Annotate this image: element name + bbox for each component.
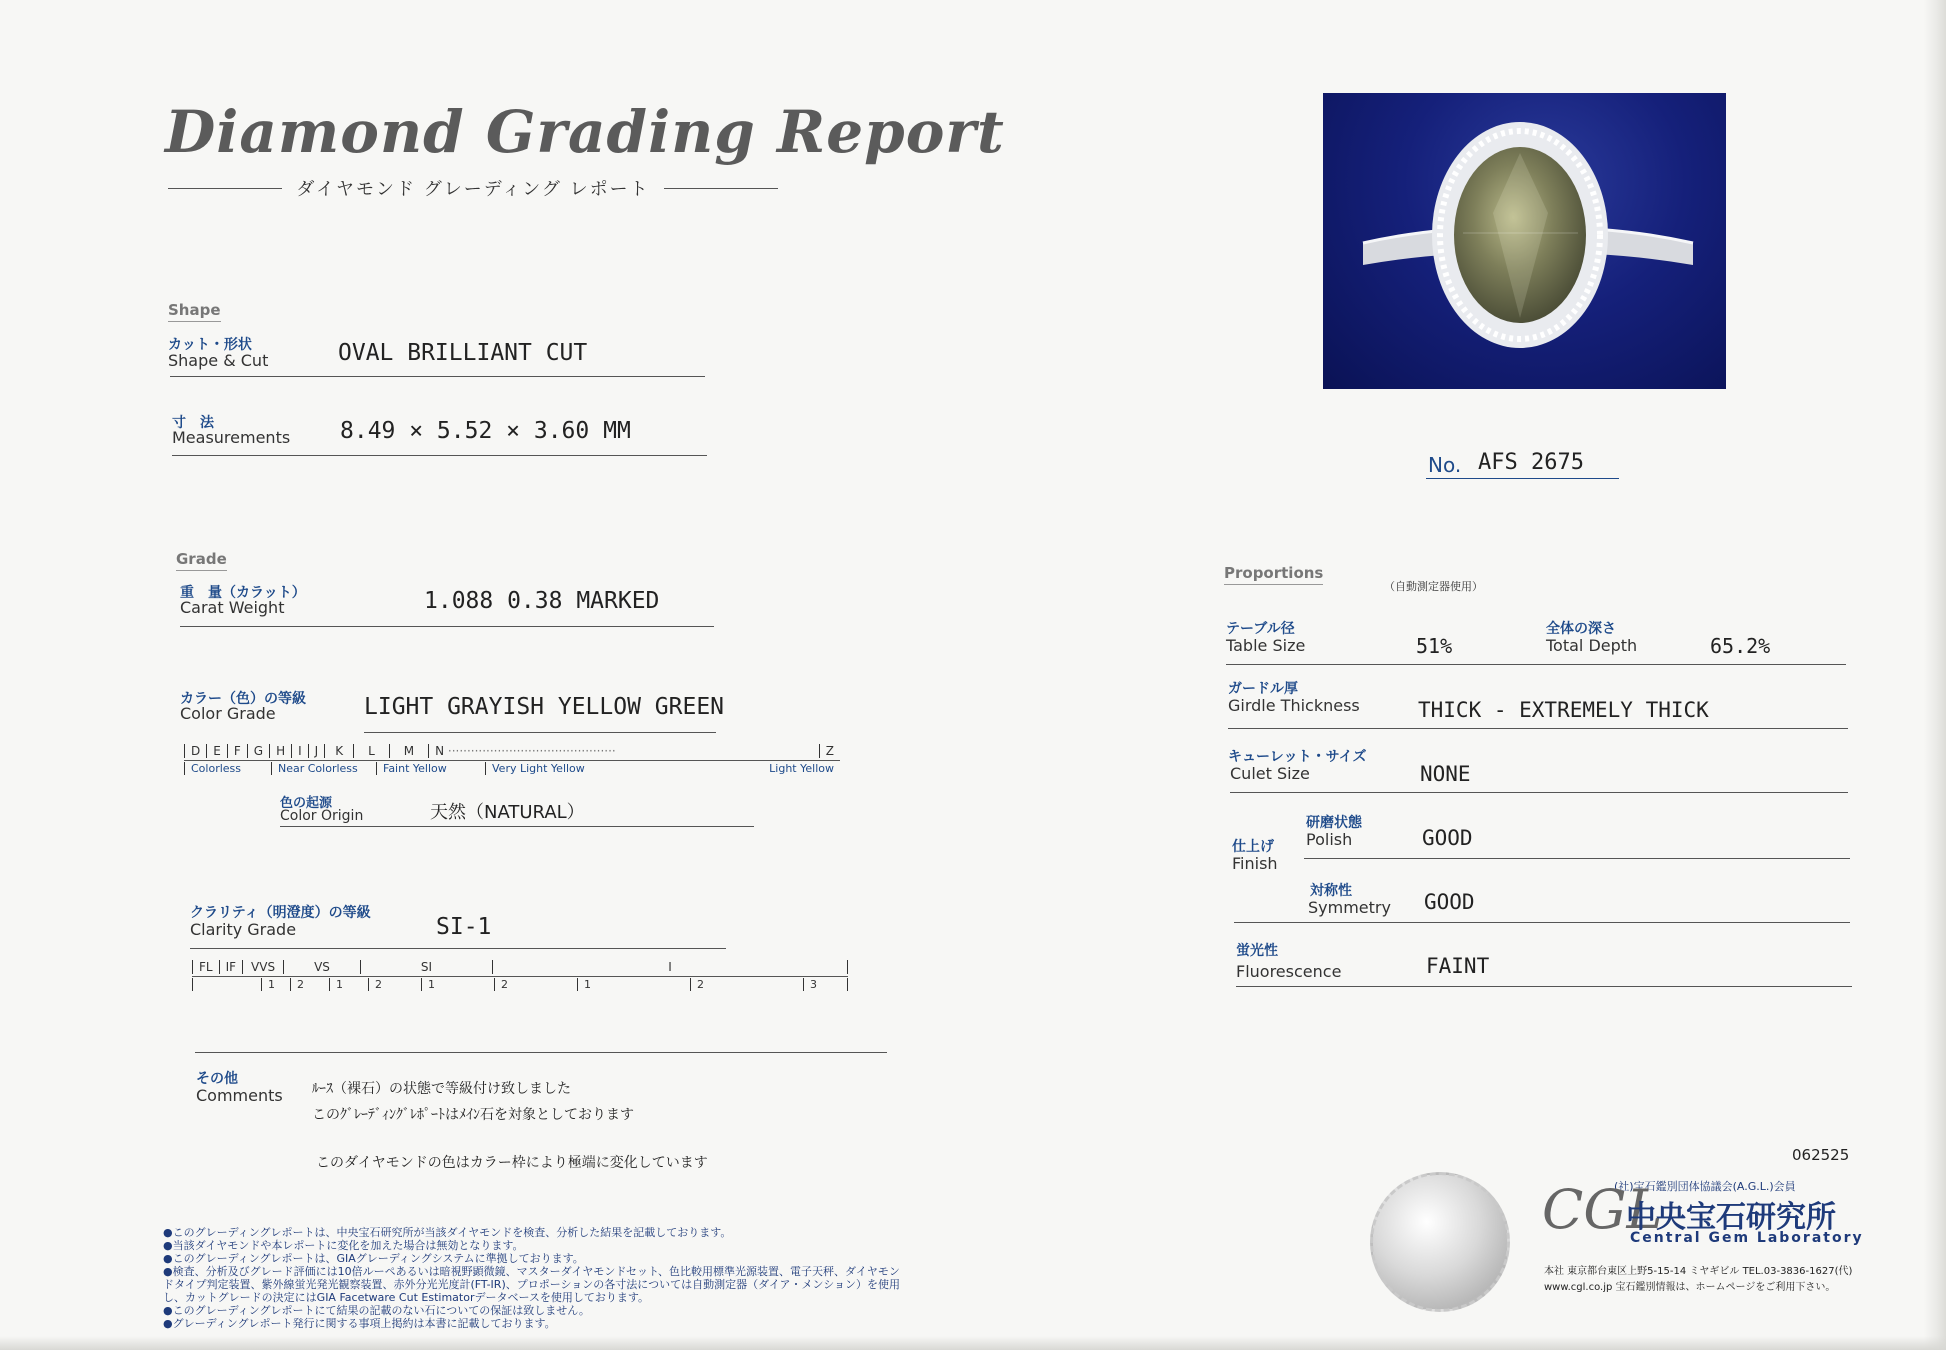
- culet-value: NONE: [1420, 762, 1471, 786]
- section-shape: Shape: [168, 301, 221, 322]
- color-scale-grade: L: [353, 744, 389, 758]
- total-depth-value: 65.2%: [1710, 634, 1771, 658]
- footer-note: ●このグレーディングレポートにて結果の記載のない石についての保証は致しません。: [163, 1304, 590, 1317]
- color-scale-label: Very Light Yellow: [485, 762, 763, 775]
- clarity-value: SI-1: [436, 914, 492, 940]
- proportions-note: （自動測定器使用）: [1384, 580, 1483, 593]
- table-size-label-en: Table Size: [1226, 636, 1306, 655]
- fluorescence-underline: [1236, 986, 1852, 987]
- color-scale-grade: M: [389, 744, 428, 758]
- section-grade: Grade: [176, 550, 227, 571]
- culet-label-jp: キューレット・サイズ: [1228, 749, 1367, 765]
- color-scale-label: Faint Yellow: [376, 762, 485, 775]
- report-title: Diamond Grading Report: [165, 98, 1005, 166]
- color-scale-label: Colorless: [184, 762, 271, 775]
- clarity-scale-number: 1: [329, 978, 368, 991]
- carat-label-jp: 重 量（カラット）: [180, 585, 306, 601]
- clarity-scale-grade: FL: [192, 960, 219, 974]
- embossed-seal-icon: [1370, 1172, 1510, 1312]
- color-scale: [184, 744, 840, 775]
- clarity-scale-number: 1: [421, 978, 494, 991]
- color-scale-grade: G: [247, 744, 269, 758]
- diamond-ring-photo: [1323, 93, 1726, 389]
- paper-edge-right: [1924, 0, 1946, 1350]
- color-grade-label-en: Color Grade: [180, 704, 276, 723]
- measurements-underline: [172, 455, 707, 456]
- measurements-label-jp: 寸 法: [172, 415, 214, 431]
- girdle-label-jp: ガードル厚: [1228, 681, 1298, 697]
- color-origin-label-en: Color Origin: [280, 808, 364, 824]
- color-scale-grade: F: [227, 744, 247, 758]
- girdle-underline: [1228, 728, 1848, 729]
- clarity-scale-number: 2: [290, 978, 329, 991]
- footer-note: ●グレーディングレポート発行に関する事項上掲約は本書に記載しております。: [163, 1317, 556, 1330]
- comments-label-jp: その他: [196, 1071, 238, 1087]
- color-scale-rule: [184, 760, 840, 761]
- paper-edge-bottom: [0, 1336, 1946, 1350]
- shape-cut-value: OVAL BRILLIANT CUT: [338, 340, 588, 366]
- lab-association: (社)宝石鑑別団体協議会(A.G.L.)会員: [1614, 1180, 1796, 1193]
- clarity-label-jp: クラリティ（明澄度）の等級: [190, 905, 371, 921]
- color-origin-label-jp: 色の起源: [280, 796, 333, 811]
- color-scale-grade: J: [308, 744, 325, 758]
- clarity-scale-rule: [192, 976, 848, 977]
- clarity-scale-gap: [192, 978, 261, 991]
- shape-cut-underline: [170, 376, 705, 377]
- report-number-underline: [1426, 478, 1619, 479]
- clarity-scale-grade: I: [492, 960, 848, 974]
- comments-label-en: Comments: [196, 1086, 283, 1105]
- finish-label-jp: 仕上げ: [1232, 839, 1274, 855]
- comments-top-rule: [195, 1052, 887, 1053]
- color-scale-grade: E: [206, 744, 227, 758]
- color-scale-grade: H: [269, 744, 291, 758]
- clarity-scale-grade: VS: [283, 960, 360, 974]
- clarity-label-en: Clarity Grade: [190, 920, 297, 939]
- comment-line: ﾙｰｽ（裸石）の状態で等級付け致しました: [312, 1081, 571, 1097]
- total-depth-label-jp: 全体の深さ: [1546, 621, 1616, 637]
- footer-note: ●検査、分析及びグレード評価には10倍ルーペあるいは暗視野顕微鏡、マスターダイヤモンドセット、色比較用標準光源装置、電子天秤、ダイヤモンドタイプ判定装置、紫外線蛍光発光観察装置、赤外分光光度計(FT-IR)、プロポーションの各寸法については自動測定器（ダイア・メンション）を使用し、カットグレードの決定にはGIA Facetware Cut Estimatorデータベースを使用しております。: [163, 1265, 901, 1304]
- clarity-scale-number: 2: [368, 978, 421, 991]
- lab-address: 本社 東京都台東区上野5-15-14 ミヤギビル TEL.03-3836-1627(代): [1544, 1266, 1853, 1277]
- culet-label-en: Culet Size: [1230, 764, 1310, 783]
- report-subtitle-row: [168, 175, 778, 201]
- clarity-scale-number: 2: [690, 978, 803, 991]
- polish-value: GOOD: [1422, 826, 1473, 850]
- subtitle-rule-right: [664, 188, 778, 189]
- polish-underline: [1304, 858, 1850, 859]
- lab-web: www.cgl.co.jp 宝石鑑別情報は、ホームページをご利用下さい。: [1544, 1282, 1836, 1293]
- serial-number: 062525: [1792, 1146, 1850, 1164]
- symmetry-value: GOOD: [1424, 890, 1475, 914]
- clarity-scale-number: 1: [577, 978, 690, 991]
- footer-note: ●このグレーディングレポートは、GIAグレーディングシステムに準拠しております。: [163, 1252, 584, 1265]
- shape-cut-label-en: Shape & Cut: [168, 351, 269, 370]
- carat-label-en: Carat Weight: [180, 598, 285, 617]
- color-scale-dotted: ············································: [444, 744, 616, 758]
- color-scale-grade-range: [428, 744, 819, 758]
- color-scale-grade: Z: [819, 744, 840, 758]
- comment-line: このダイヤモンドの色はカラー枠により極端に変化しています: [316, 1155, 708, 1171]
- color-grade-label-jp: カラー（色）の等級: [180, 691, 306, 707]
- section-proportions: Proportions: [1224, 564, 1323, 585]
- footer-note: ●このグレーディングレポートは、中央宝石研究所が当該ダイヤモンドを検査、分析した結果を記載しております。: [163, 1226, 732, 1239]
- girdle-value: THICK - EXTREMELY THICK: [1418, 698, 1709, 722]
- clarity-scale-grade: IF: [219, 960, 242, 974]
- measurements-value: 8.49 × 5.52 × 3.60 MM: [340, 418, 631, 444]
- color-origin-value: 天然（NATURAL）: [430, 802, 585, 823]
- footer-notes: [163, 1226, 903, 1330]
- color-scale-label: Near Colorless: [271, 762, 376, 775]
- polish-label-en: Polish: [1306, 830, 1353, 849]
- ring-illustration-icon: [1323, 93, 1726, 389]
- table-size-value: 51%: [1416, 634, 1453, 658]
- report-number-value: AFS 2675: [1478, 450, 1584, 475]
- measurements-label-en: Measurements: [172, 428, 291, 447]
- table-size-underline: [1226, 664, 1846, 665]
- cgl-logo: CGL: [1542, 1178, 1663, 1241]
- fluorescence-value: FAINT: [1426, 954, 1490, 978]
- lab-name-en: Central Gem Laboratory: [1630, 1230, 1864, 1246]
- total-depth-label-en: Total Depth: [1546, 636, 1638, 655]
- color-scale-grade: I: [291, 744, 308, 758]
- lab-name-jp: 中央宝石研究所: [1626, 1200, 1836, 1235]
- color-scale-grade: N: [435, 744, 445, 758]
- polish-label-jp: 研磨状態: [1306, 815, 1362, 831]
- clarity-scale: [192, 960, 848, 991]
- girdle-label-en: Girdle Thickness: [1228, 696, 1360, 715]
- clarity-scale-number: 2: [494, 978, 577, 991]
- clarity-scale-number: 3: [803, 978, 848, 991]
- color-scale-grade: D: [184, 744, 206, 758]
- color-grade-value: LIGHT GRAYISH YELLOW GREEN: [364, 694, 725, 720]
- color-scale-label: Light Yellow: [769, 762, 834, 775]
- clarity-scale-grade: VVS: [242, 960, 283, 974]
- symmetry-underline: [1234, 922, 1850, 923]
- symmetry-label-en: Symmetry: [1308, 898, 1391, 917]
- report-subtitle: ダイヤモンド グレーディング レポート: [296, 179, 650, 200]
- symmetry-label-jp: 対称性: [1310, 883, 1352, 899]
- carat-underline: [180, 626, 714, 627]
- report-number-label: No.: [1428, 453, 1462, 477]
- clarity-scale-grade: SI: [360, 960, 492, 974]
- finish-label-en: Finish: [1232, 854, 1278, 873]
- carat-value: 1.088 0.38 MARKED: [424, 588, 660, 614]
- shape-cut-label-jp: カット・形状: [168, 337, 252, 353]
- culet-underline: [1230, 792, 1848, 793]
- fluorescence-label-jp: 蛍光性: [1236, 943, 1278, 959]
- fluorescence-label-en: Fluorescence: [1236, 962, 1342, 981]
- clarity-underline: [190, 948, 726, 949]
- footer-note: ●当該ダイヤモンドや本レポートに変化を加えた場合は無効となります。: [163, 1239, 524, 1252]
- subtitle-rule-left: [168, 188, 282, 189]
- table-size-label-jp: テーブル径: [1226, 621, 1295, 637]
- color-grade-underline: [364, 732, 716, 733]
- color-scale-grade: K: [324, 744, 353, 758]
- color-origin-underline: [280, 826, 754, 827]
- clarity-scale-number: 1: [261, 978, 290, 991]
- comment-line: このｸﾞﾚｰﾃﾞｨﾝｸﾞﾚﾎﾟｰﾄはﾒｲﾝ石を対象としております: [312, 1107, 634, 1123]
